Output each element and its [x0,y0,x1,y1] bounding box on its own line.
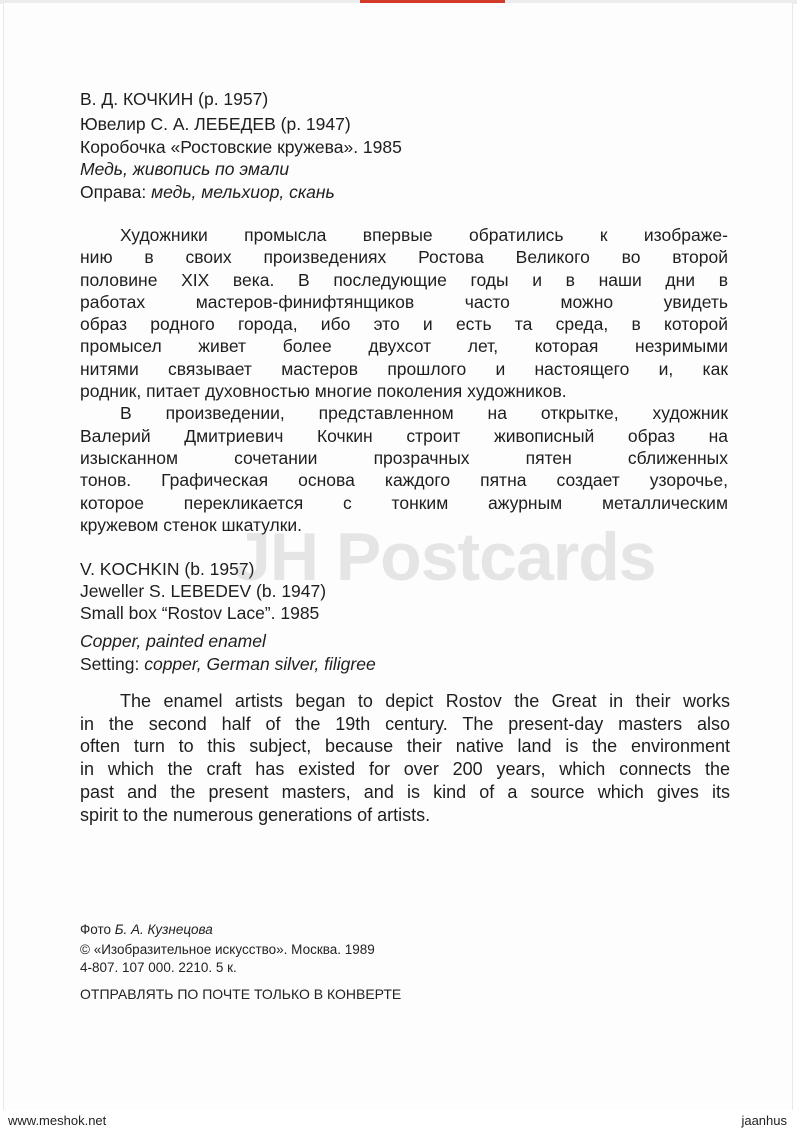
setting-en [80,653,376,675]
setting-en-label: Setting: [80,654,145,674]
body-en-line: spirit to the numerous generations of artists. [80,804,431,825]
body-en-line: The enamel artists began to depict Rostov the Great in their works [120,691,730,711]
setting-ru [80,181,335,203]
body-ru-line: работах мастеров-финифтянщиков часто можно увидеть [80,291,728,312]
photo-credit-name: Б. А. Кузнецова [114,922,213,937]
publisher-line: © «Изобразительное искусство». Москва. 1989 [80,942,375,957]
print-code: 4-807. 107 000. 2210. 5 к. [80,960,237,975]
body-ru-line: которое перекликается с тонким ажурным металлическим [80,492,728,513]
footer-left-url[interactable]: www.meshok.net [8,1113,107,1128]
body-ru-line: нитями связывает мастеров прошлого и настоящего и, как [80,358,728,379]
setting-ru-label: Оправа: [80,182,152,202]
jeweller-ru: Ювелир С. А. ЛЕБЕДЕВ (р. 1947) [80,114,351,134]
mail-instruction: ОТПРАВЛЯТЬ ПО ПОЧТЕ ТОЛЬКО В КОНВЕРТЕ [80,986,402,1002]
body-ru-line: кружевом стенок шкатулки. [80,514,303,535]
footer-strip [0,1111,797,1130]
body-ru-line: Художники промысла впервые обратились к изображе- [120,225,728,245]
body-en-line: often turn to this subject, because their native land is the environment [80,736,730,757]
title-ru: Коробочка «Ростовские кружева». 1985 [80,137,402,157]
watermark: JH Postcards [233,519,656,595]
jeweller-en: Jeweller S. LEBEDEV (b. 1947) [80,581,327,601]
material-en: Copper, painted enamel [80,631,266,651]
body-ru-line: изысканном сочетании прозрачных пятен сближенных [80,447,728,468]
body-ru-line: тонов. Графическая основа каждого пятна создает узорочье, [80,470,728,491]
body-ru-line: промысел живет более двухсот лет, которая незримыми [80,336,728,357]
body-ru-line: Валерий Дмитриевич Кочкин строит живописный образ на [80,425,728,446]
footer-right-url[interactable]: jaanhus [741,1113,787,1128]
body-en [80,690,730,826]
author-en: V. KOCHKIN (b. 1957) [80,559,255,579]
body-en-line: past and the present masters, and is kind of a source which gives its [80,781,730,802]
body-ru-line: родник, питает духовностью многие поколения художников. [80,381,567,402]
setting-en-value: copper, German silver, filigree [144,654,376,674]
body-ru-line: половине XIX века. В последующие годы и в наши дни в [80,269,728,290]
material-ru: Медь, живопись по эмали [80,159,290,179]
photo-credit-label: Фото [80,922,115,937]
body-ru-line: В произведении, представленном на открытке, художник [120,403,728,424]
body-en-line: in which the craft has existed for over 200 years, which connects the [80,759,730,780]
body-en-line: in the second half of the 19th century. The present-day masters also [80,713,730,734]
title-en: Small box “Rostov Lace”. 1985 [80,603,320,623]
body-ru-line: нию в своих произведениях Ростова Великого во второй [80,247,728,268]
photo-credit [80,921,213,938]
body-ru [80,224,728,536]
body-ru-line: образ родного города, ибо это и есть та среда, в которой [80,314,728,335]
setting-ru-value: медь, мельхиор, скань [151,182,335,202]
author-ru: В. Д. КОЧКИН (р. 1957) [80,89,269,109]
